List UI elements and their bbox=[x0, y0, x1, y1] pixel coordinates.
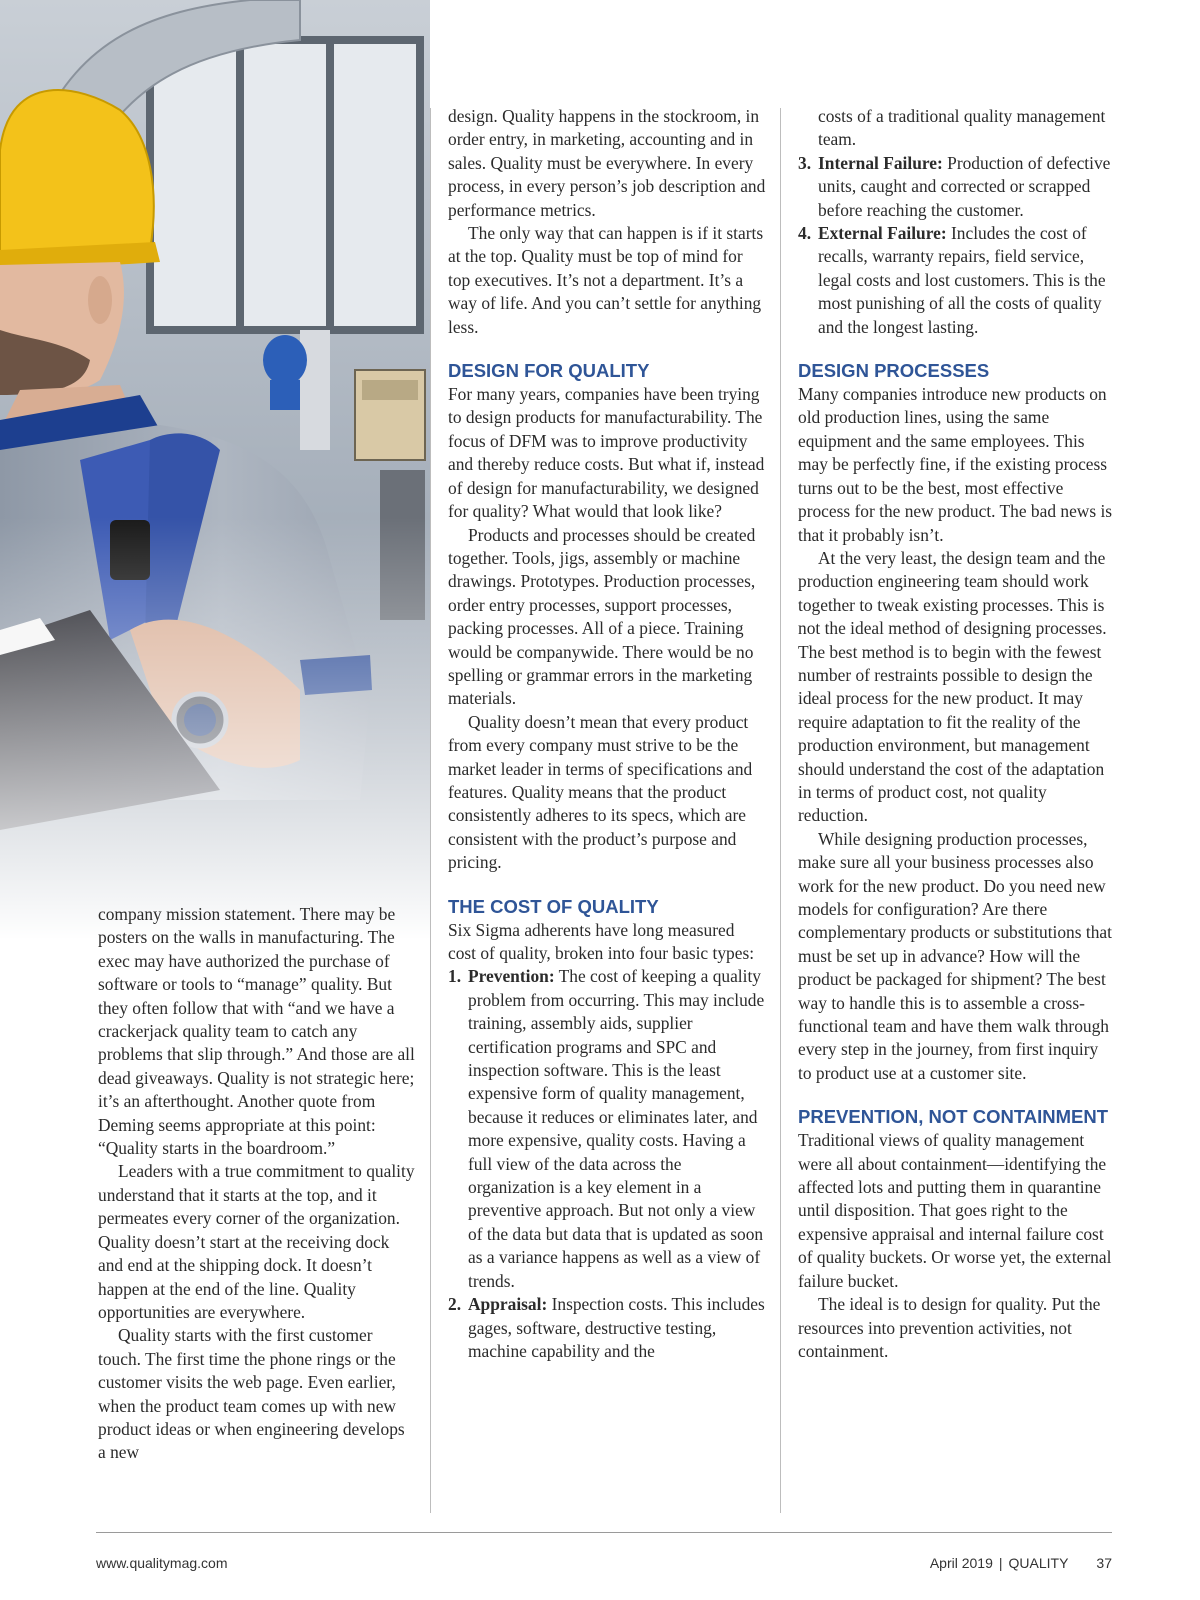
list-item-text: Includes the cost of recalls, warranty repairs, field service, legal costs and lost customers. This is the most punishing of all the costs of quality and the longest lasting. bbox=[818, 223, 1106, 337]
numbered-list-item bbox=[798, 152, 1116, 222]
body-paragraph: Many companies introduce new products on old production lines, using the same equipment and the same employees. This may be perfectly fine, if the existing process turns out to be the best, most effective process for the new product. The bad news is that it probably isn’t. bbox=[798, 384, 1113, 545]
section-heading: PREVENTION, NOT CONTAINMENT bbox=[798, 1106, 1109, 1128]
worker-photo bbox=[0, 0, 430, 940]
body-paragraph: For many years, companies have been trying to design products for manufacturability. The focus of DFM was to improve productivity and thereby reduce costs. But what if, instead of design for manufacturability, we designed for quality? What would that look like? bbox=[448, 384, 765, 522]
body-paragraph: The ideal is to design for quality. Put the resources into prevention activities, not containment. bbox=[798, 1294, 1101, 1361]
list-item-body bbox=[468, 1293, 766, 1363]
body-paragraph: Quality starts with the first customer touch. The first time the phone rings or the customer visits the web page. Even earlier, when the product team comes up with new product ideas or when engineering develops a new bbox=[98, 1325, 405, 1463]
footer-separator: | bbox=[998, 1555, 1003, 1571]
page-number: 37 bbox=[1096, 1555, 1112, 1571]
numbered-list-item bbox=[448, 965, 766, 1293]
section-spacer bbox=[798, 1085, 1116, 1105]
column-divider bbox=[430, 108, 431, 1513]
section-spacer bbox=[448, 875, 766, 895]
list-item-term: Prevention: bbox=[468, 966, 555, 987]
list-item-text: Inspection costs. This includes gages, software, destructive testing, machine capability and the bbox=[468, 1294, 765, 1361]
list-item-text: Production of defective units, caught and corrected or scrapped before reaching the customer. bbox=[818, 152, 1111, 220]
list-item-term: Internal Failure: bbox=[818, 152, 943, 173]
footer-issue-date: April 2019 bbox=[929, 1555, 993, 1571]
list-item-body bbox=[818, 105, 1116, 152]
numbered-list-item bbox=[798, 105, 1116, 152]
footer-magazine-name: QUALITY bbox=[1008, 1555, 1069, 1571]
footer-divider bbox=[96, 1532, 1112, 1533]
section-heading: THE COST OF QUALITY bbox=[448, 895, 659, 917]
body-paragraph: Traditional views of quality management were all about containment—identifying the affected lots and putting them in quarantine until disposition. That goes right to the expensive appraisal and internal failure cost of quality buckets. Or worse yet, the external failure bucket. bbox=[798, 1130, 1112, 1291]
section-spacer bbox=[798, 339, 1116, 359]
body-paragraph: Leaders with a true commitment to quality understand that it starts at the top, and it permeates every corner of the organization. Quality doesn’t start at the receiving dock and end at the shipping dock. It doesn’t happen at the end of the line. Quality opportunities are everywhere. bbox=[98, 1161, 415, 1322]
body-paragraph: Six Sigma adherents have long measured cost of quality, broken into four basic types: bbox=[448, 919, 755, 963]
list-item-term: External Failure: bbox=[818, 223, 947, 244]
body-paragraph: The only way that can happen is if it starts at the top. Quality must be top of mind for top executives. It’s not a department. It’s a way of life. And you can’t settle for anything less. bbox=[448, 223, 764, 337]
list-number: 3. bbox=[798, 152, 812, 173]
numbered-list-item bbox=[448, 1293, 766, 1363]
column-divider bbox=[780, 108, 781, 1513]
body-paragraph: Products and processes should be created together. Tools, jigs, assembly or machine drawings. Prototypes. Production processes, order entry processes, support processes, packing processes. All of a piece. Training would be companywide. There would be no spelling or grammar errors in the marketing materials. bbox=[448, 524, 756, 709]
list-number: 2. bbox=[448, 1294, 462, 1315]
body-paragraph: At the very least, the design team and the production engineering team should work together to tweak existing processes. This is not the ideal method of designing processes. The best method is to begin with the fewest number of restraints possible to design the ideal process for the new product. It may require adaptation to fit the reality of the production environment, but management should understand the cost of the adaptation in terms of product cost, not quality reduction. bbox=[798, 547, 1107, 826]
list-item-body bbox=[818, 222, 1116, 339]
list-item-term: Appraisal: bbox=[468, 1294, 548, 1315]
numbered-list-item bbox=[798, 222, 1116, 339]
list-number: 4. bbox=[798, 223, 812, 244]
footer-website[interactable]: www.qualitymag.com bbox=[96, 1555, 228, 1571]
section-heading: DESIGN FOR QUALITY bbox=[448, 360, 650, 382]
list-number: 1. bbox=[448, 966, 462, 987]
section-spacer bbox=[448, 339, 766, 359]
footer-issue-info bbox=[930, 1555, 1112, 1571]
body-paragraph: While designing production processes, make sure all your business processes also work for the new product. Do you need new models for configuration? Are there complementary products or substitutions that must be set up in advance? How will the product be packaged for shipment? The best way to handle this is to assemble a cross-functional team and have them walk through every step in the journey, from first inquiry to product use at a customer site. bbox=[798, 828, 1112, 1083]
list-number bbox=[798, 105, 818, 152]
section-heading: DESIGN PROCESSES bbox=[798, 360, 990, 382]
list-item-body bbox=[818, 152, 1116, 222]
body-paragraph: design. Quality happens in the stockroom, in order entry, in marketing, accounting and in sales. Quality must be everywhere. In every process, in every person’s job description and performance metrics. bbox=[448, 106, 766, 220]
list-item-text: The cost of keeping a quality problem from occurring. This may include training, assembly aids, supplier certification programs and SPC and inspection software. This is the least expensive form of quality management, because it reduces or eliminates later, and more expensive, quality costs. Having a full view of the data across the organization is a key element in a preventive approach. But not only a view of the data but data that is updated as soon as a variance happens as well as a view of trends. bbox=[468, 966, 765, 1291]
article-column-3 bbox=[798, 105, 1116, 1363]
body-paragraph: Quality doesn’t mean that every product from every company must strive to be the market leader in terms of specifications and features. Quality means that the product consistently adheres to its specs, which are consistent with the product’s purpose and pricing. bbox=[448, 711, 753, 873]
body-paragraph: company mission statement. There may be posters on the walls in manufacturing. The exec may have authorized the purchase of software or tools to “manage” quality. But they often follow that with “and we have a crackerjack quality team to catch any problems that slip through.” And those are all dead giveaways. Quality is not strategic here; it’s an afterthought. Another quote from Deming seems appropriate at this point: “Quality starts in the boardroom.” bbox=[98, 904, 415, 1159]
article-column-2 bbox=[448, 105, 766, 1363]
article-column-1 bbox=[98, 903, 416, 1465]
list-item-body bbox=[468, 965, 766, 1293]
list-item-text: costs of a traditional quality management team. bbox=[818, 106, 1106, 150]
